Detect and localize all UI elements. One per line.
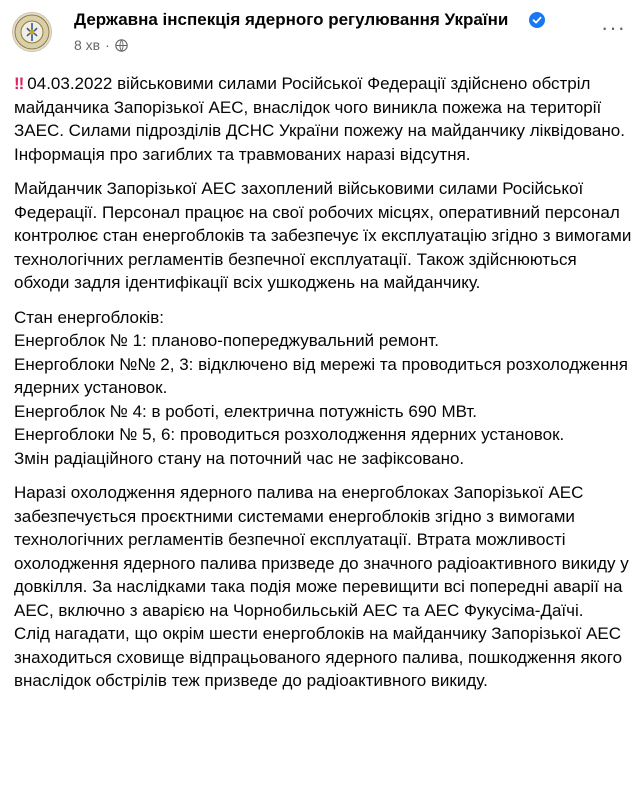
page-avatar[interactable] xyxy=(12,12,52,52)
post-meta xyxy=(74,37,128,53)
paragraph-site-status: Майданчик Запорізької АЕС захоплений військовими силами Російської Федерації. Персонал працює на свої робочих місцях, оперативний персонал контролює стан енергоблоків та забезпечує їх експлуатацію згідно з вимогами технологічних регламентів безпечної експлуатації. Також здійснюються обходи задля ідентифікації всіх ушкоджень на майданчику. xyxy=(14,179,632,292)
closing-line: Слід нагадати, що окрім шести енергоблоків на майданчику Запорізької АЕС знаходиться сховище відпрацьованого ядерного палива, пошкодження якого внаслідок обстрілів теж призведе до радіоактивного викиду. xyxy=(14,624,623,690)
meta-separator: · xyxy=(105,37,110,53)
double-exclamation-icon: ‼ xyxy=(14,74,22,93)
status-line: Енергоблок № 4: в роботі, електрична потужність 690 МВт. xyxy=(14,401,478,421)
paragraph-text: 04.03.2022 військовими силами Російської Федерації здійснено обстріл майданчика Запорізької АЕС, внаслідок чого виникла пожежа на території ЗАЕС. Силами підрозділів ДСНС України пожежу на майданчику ліквідовано. Інформація про загиблих та травмованих наразі відсутня. xyxy=(14,74,625,164)
status-line: Стан енергоблоків: xyxy=(14,307,164,327)
agency-emblem-icon xyxy=(13,13,51,51)
page-name-link[interactable]: Державна інспекція ядерного регулювання України xyxy=(74,10,509,29)
paragraph-cooling-risk xyxy=(14,481,634,693)
status-line: Енергоблоки № 5, 6: проводиться розхолодження ядерних установок. xyxy=(14,425,565,444)
more-options-button[interactable]: ··· xyxy=(601,15,626,40)
post-header xyxy=(0,0,640,66)
status-line: Енергоблоки №№ 2, 3: відключено від мережі та проводиться розхолодження ядерних установок. xyxy=(14,354,628,397)
status-line: Енергоблок № 1: планово-попереджувальний ремонт. xyxy=(14,331,439,350)
verified-badge-icon xyxy=(529,12,545,28)
paragraph-alert xyxy=(14,72,634,166)
units-status-block xyxy=(14,306,634,471)
status-line: Змін радіаційного стану на поточний час не зафіксовано. xyxy=(14,448,465,468)
closing-line: Наразі охолодження ядерного палива на енергоблоках Запорізької АЕС забезпечується проєктними системами енергоблоків згідно з вимогами технологічних регламентів безпечної експлуатації. Втрата можливості охолодження ядерного палива призведе до значного радіоактивного викиду у довкілля. За наслідками така подія може перевищити всі попередні аварії на АЕС, включно з аварією на Чорнобильській АЕС та АЕС Фукусіма-Даїчі. xyxy=(14,483,629,620)
post-timestamp[interactable]: 8 хв xyxy=(74,37,101,53)
globe-icon[interactable] xyxy=(115,39,128,52)
post-body xyxy=(14,72,634,704)
